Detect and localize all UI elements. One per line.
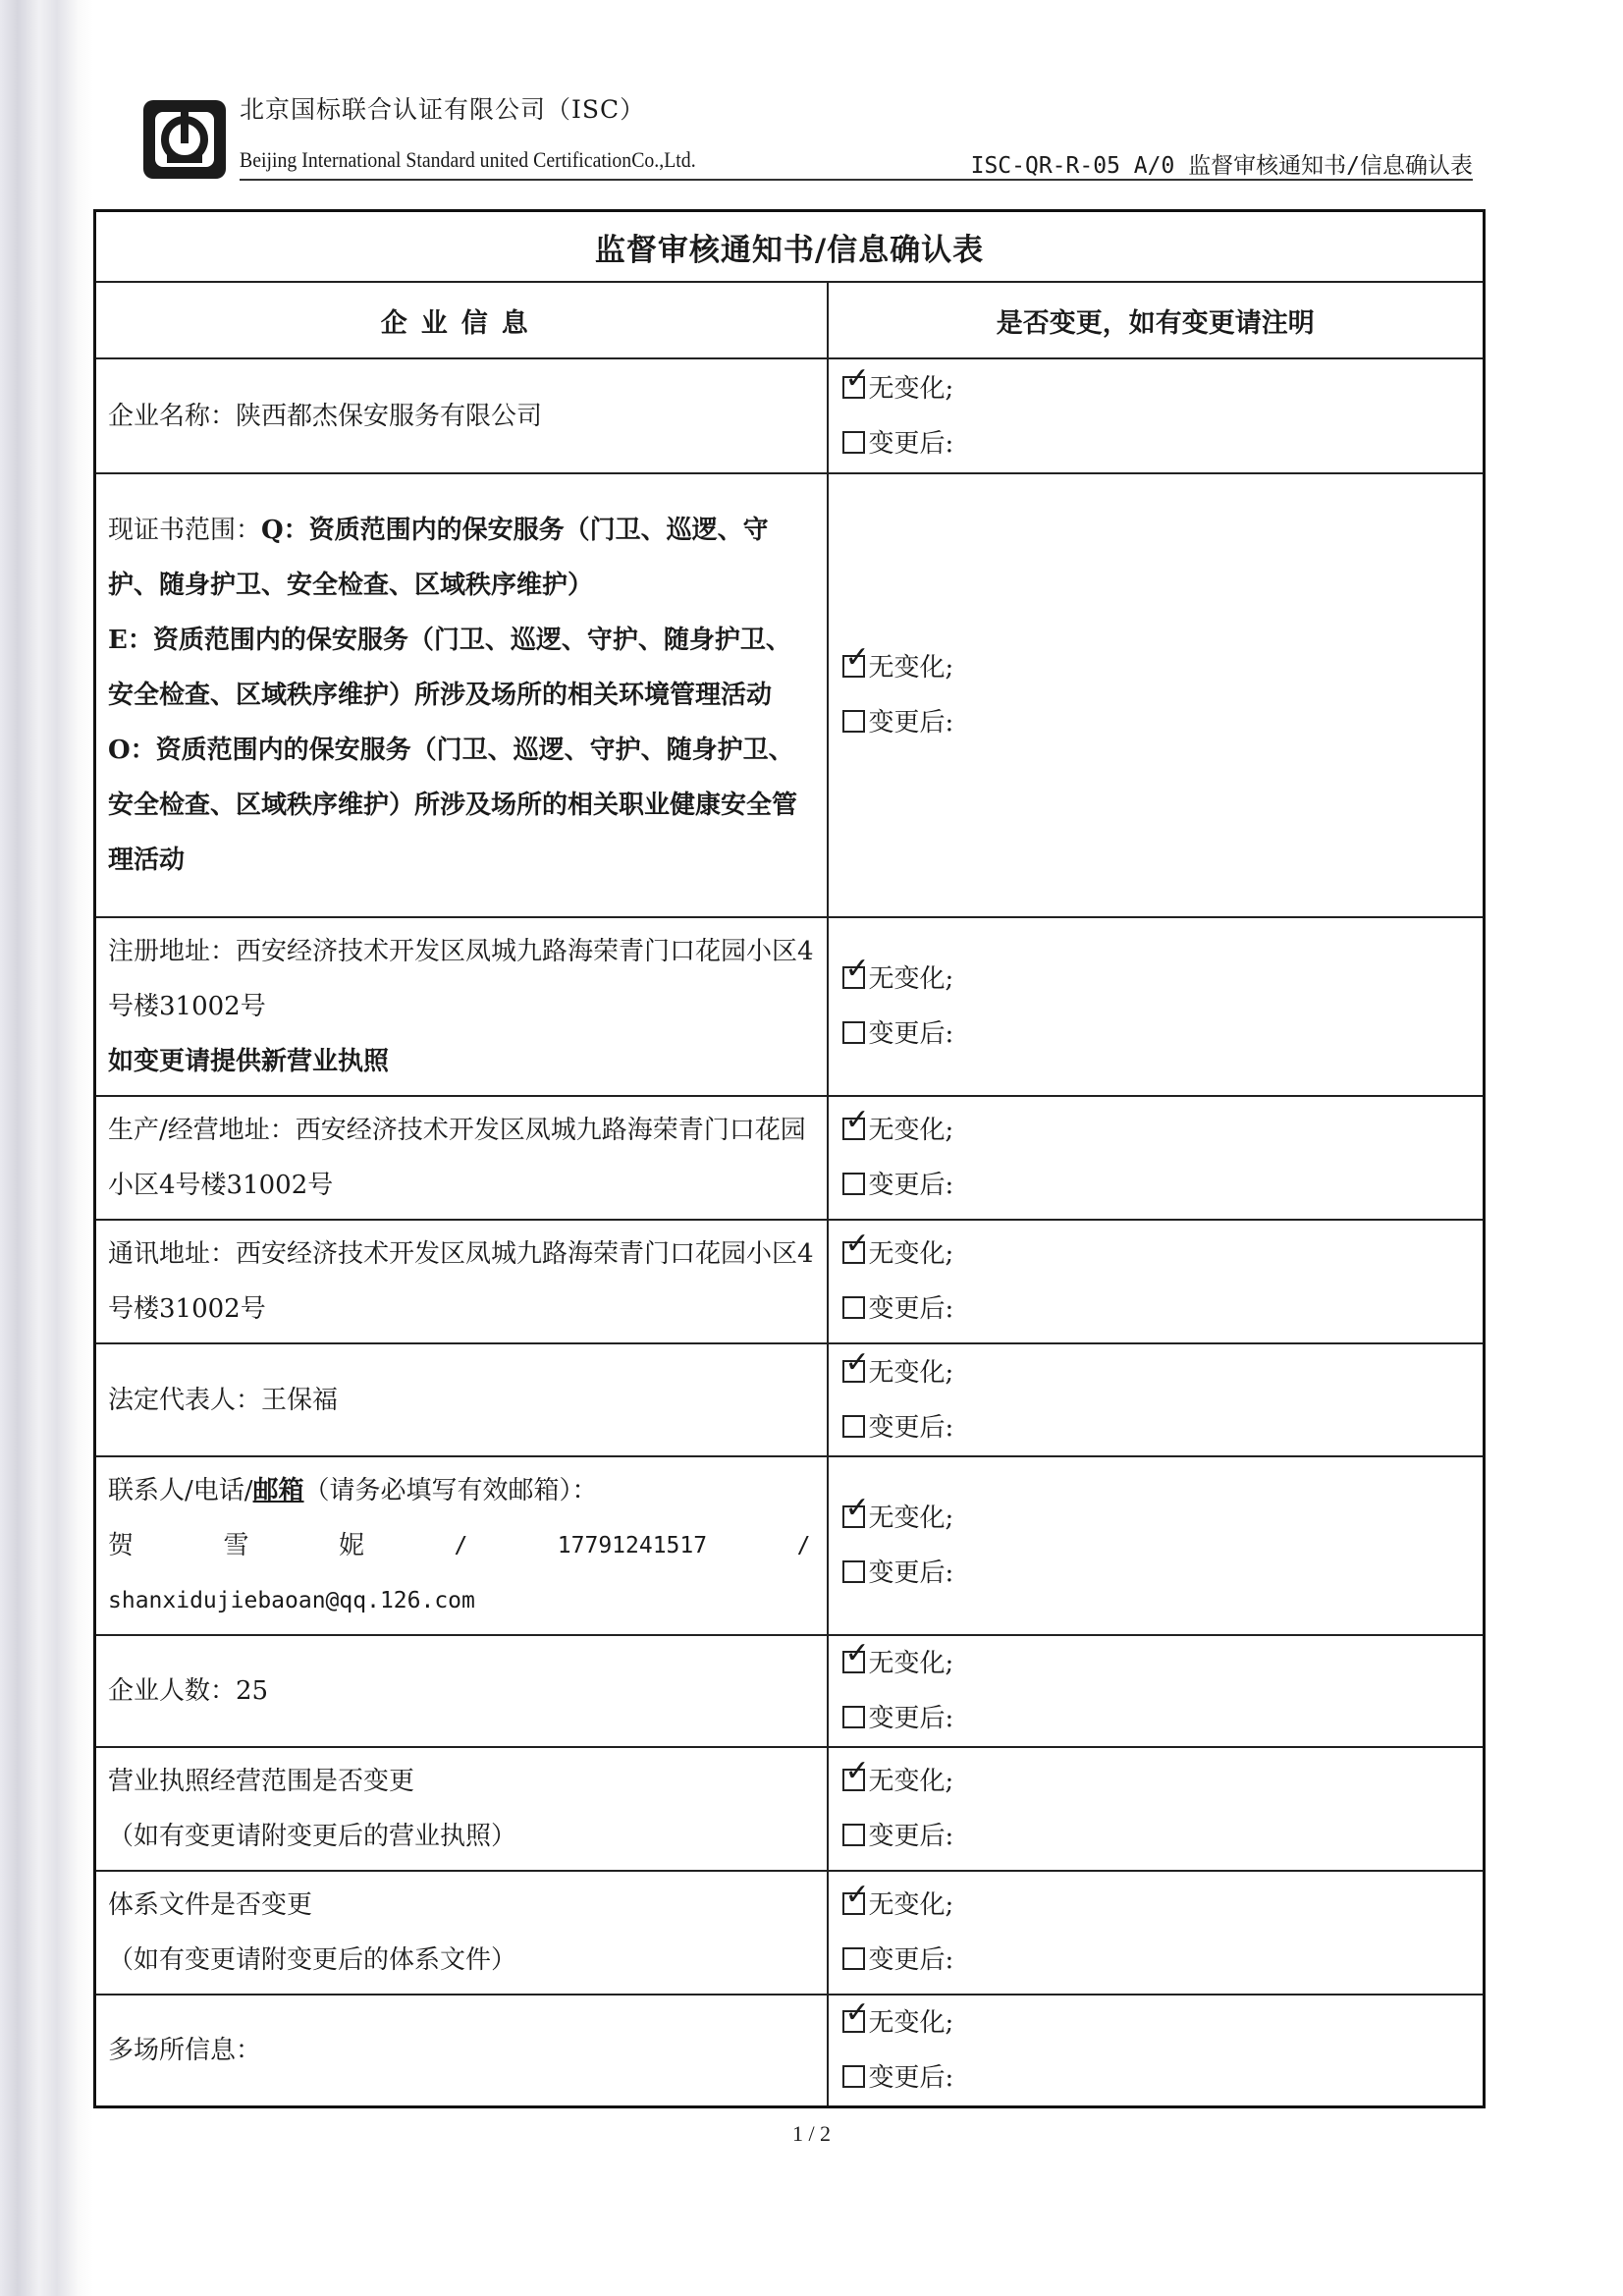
change-options [828,1871,1485,1995]
changed-checkbox[interactable] [842,2065,865,2088]
system-documents-note: （如有变更请附变更后的体系文件） [108,1945,517,1975]
changed-label: 变更后: [868,708,954,738]
contact-email: shanxidujiebaoan@qq.126.com [108,1588,475,1613]
contact-name-phone [108,1518,815,1573]
contact-separator: / [454,1533,468,1558]
system-documents-field [95,1871,828,1995]
change-options [828,473,1485,917]
no-change-label: 无变化; [868,1357,954,1388]
check-icon: ✓ [844,640,870,675]
license-scope-note: （如有变更请附变更后的营业执照） [108,1822,517,1851]
changed-label: 变更后: [868,428,954,459]
changed-checkbox[interactable] [842,1947,865,1970]
row-operating-address [95,1096,1485,1220]
row-headcount [95,1635,1485,1747]
mailing-address-field: 通讯地址：西安经济技术开发区凤城九路海荣青门口花园小区4号楼31002号 [95,1220,828,1343]
no-change-label: 无变化; [868,653,954,683]
registered-address: 注册地址：西安经济技术开发区凤城九路海荣青门口花园小区4号楼31002号 [108,937,814,1021]
no-change-checkbox[interactable] [842,1344,870,1383]
changed-checkbox[interactable] [842,1706,865,1728]
legal-representative-field: 法定代表人：王保福 [95,1343,828,1456]
multi-site-field: 多场所信息： [95,1995,828,2107]
changed-label: 变更后: [868,1945,954,1975]
changed-checkbox[interactable] [842,1824,865,1846]
no-change-label: 无变化; [868,1503,954,1533]
change-options [828,1220,1485,1343]
scope-o: O：资质范围内的保安服务（门卫、巡逻、守护、随身护卫、安全检查、区域秩序维护）所涉及场所的相关职业健康安全管理活动 [108,736,798,875]
row-mailing-address [95,1220,1485,1343]
check-icon: ✓ [844,1103,870,1137]
document-code: ISC-QR-R-05 A/0 监督审核通知书/信息确认表 [970,153,1473,179]
check-icon: ✓ [844,1636,870,1670]
changed-checkbox[interactable] [842,1021,865,1044]
contact-name-char: 妮 [338,1531,364,1560]
row-company-name [95,358,1485,473]
changed-label: 变更后: [868,1822,954,1851]
changed-checkbox[interactable] [842,1415,865,1438]
contact-email-word: 邮箱 [252,1476,304,1505]
scan-edge-shadow [0,0,93,2296]
form-title: 监督审核通知书/信息确认表 [95,211,1485,283]
system-documents: 体系文件是否变更 [108,1890,313,1920]
contact-phone: 17791241517 [557,1533,708,1558]
scope-q: Q：资质范围内的保安服务（门卫、巡逻、守护、随身护卫、安全检查、区域秩序维护） [108,516,769,600]
certificate-scope-field [95,473,828,917]
headcount-field: 企业人数：25 [95,1635,828,1747]
contact-name-char: 贺 [108,1531,135,1560]
change-options [828,358,1485,473]
change-options [828,1747,1485,1871]
changed-checkbox[interactable] [842,1296,865,1319]
changed-label: 变更后: [868,1412,954,1443]
no-change-checkbox[interactable] [842,360,870,399]
row-registered-address [95,917,1485,1096]
changed-label: 变更后: [868,1019,954,1049]
no-change-label: 无变化; [868,1890,954,1920]
license-scope-field [95,1747,828,1871]
row-system-documents [95,1871,1485,1995]
company-name-field: 企业名称：陕西都杰保安服务有限公司 [95,358,828,473]
changed-label: 变更后: [868,1704,954,1733]
check-icon: ✓ [844,1344,870,1380]
license-scope: 营业执照经营范围是否变更 [108,1767,415,1796]
scope-e: E：资质范围内的保安服务（门卫、巡逻、守护、随身护卫、安全检查、区域秩序维护）所涉及场所的相关环境管理活动 [108,626,791,710]
no-change-checkbox[interactable] [842,640,870,678]
check-icon: ✓ [844,952,870,986]
no-change-checkbox[interactable] [842,952,870,989]
changed-checkbox[interactable] [842,431,865,454]
changed-label: 变更后: [868,1558,954,1588]
column-header-company-info: 企业信息 [95,282,828,358]
no-change-checkbox[interactable] [842,1995,870,2033]
row-license-scope [95,1747,1485,1871]
row-contact [95,1456,1485,1635]
no-change-label: 无变化; [868,1767,954,1796]
check-icon: ✓ [844,1754,870,1788]
company-name-en: Beijing International Standard united CertificationCo.,Ltd. [240,147,696,172]
no-change-checkbox[interactable] [842,1227,870,1264]
no-change-label: 无变化; [868,964,954,994]
header-rule [240,179,1473,181]
no-change-label: 无变化; [868,1239,954,1269]
no-change-label: 无变化; [868,373,954,404]
row-certificate-scope [95,473,1485,917]
column-header-change: 是否变更，如有变更请注明 [828,282,1485,358]
check-icon: ✓ [844,1227,870,1261]
changed-label: 变更后: [868,2063,954,2093]
no-change-label: 无变化; [868,2008,954,2038]
change-options [828,1456,1485,1635]
row-multi-site [95,1995,1485,2107]
no-change-label: 无变化; [868,1116,954,1145]
no-change-checkbox[interactable] [842,1491,870,1528]
operating-address-field: 生产/经营地址：西安经济技术开发区凤城九路海荣青门口花园小区4号楼31002号 [95,1096,828,1220]
registered-address-field [95,917,828,1096]
check-icon: ✓ [844,1995,870,2030]
check-icon: ✓ [844,1878,870,1912]
isc-logo-icon [137,90,232,185]
change-options [828,917,1485,1096]
change-options [828,1343,1485,1456]
change-options [828,1635,1485,1747]
no-change-checkbox[interactable] [842,1878,870,1915]
no-change-checkbox[interactable] [842,1636,870,1673]
contact-name-char: 雪 [223,1531,249,1560]
changed-label: 变更后: [868,1294,954,1324]
letterhead [137,86,1473,185]
row-legal-representative [95,1343,1485,1456]
confirmation-form [93,209,1486,2108]
page-number: 1 / 2 [791,2121,832,2146]
scope-lead: 现证书范围： [108,516,262,545]
contact-separator: / [796,1533,811,1558]
registered-address-note: 如变更请提供新营业执照 [108,1047,390,1076]
change-options [828,1995,1485,2107]
changed-checkbox[interactable] [842,1560,865,1583]
no-change-label: 无变化; [868,1649,954,1678]
changed-label: 变更后: [868,1171,954,1200]
changed-checkbox[interactable] [842,710,865,733]
contact-lead: 联系人/电话/ [108,1476,253,1505]
no-change-checkbox[interactable] [842,1103,870,1140]
check-icon: ✓ [844,360,870,396]
contact-field [95,1456,828,1635]
change-options [828,1096,1485,1220]
no-change-checkbox[interactable] [842,1754,870,1791]
company-name-cn: 北京国标联合认证有限公司（ISC） [240,95,646,124]
check-icon: ✓ [844,1491,870,1525]
contact-note: （请务必填写有效邮箱）： [303,1476,598,1505]
changed-checkbox[interactable] [842,1173,865,1195]
